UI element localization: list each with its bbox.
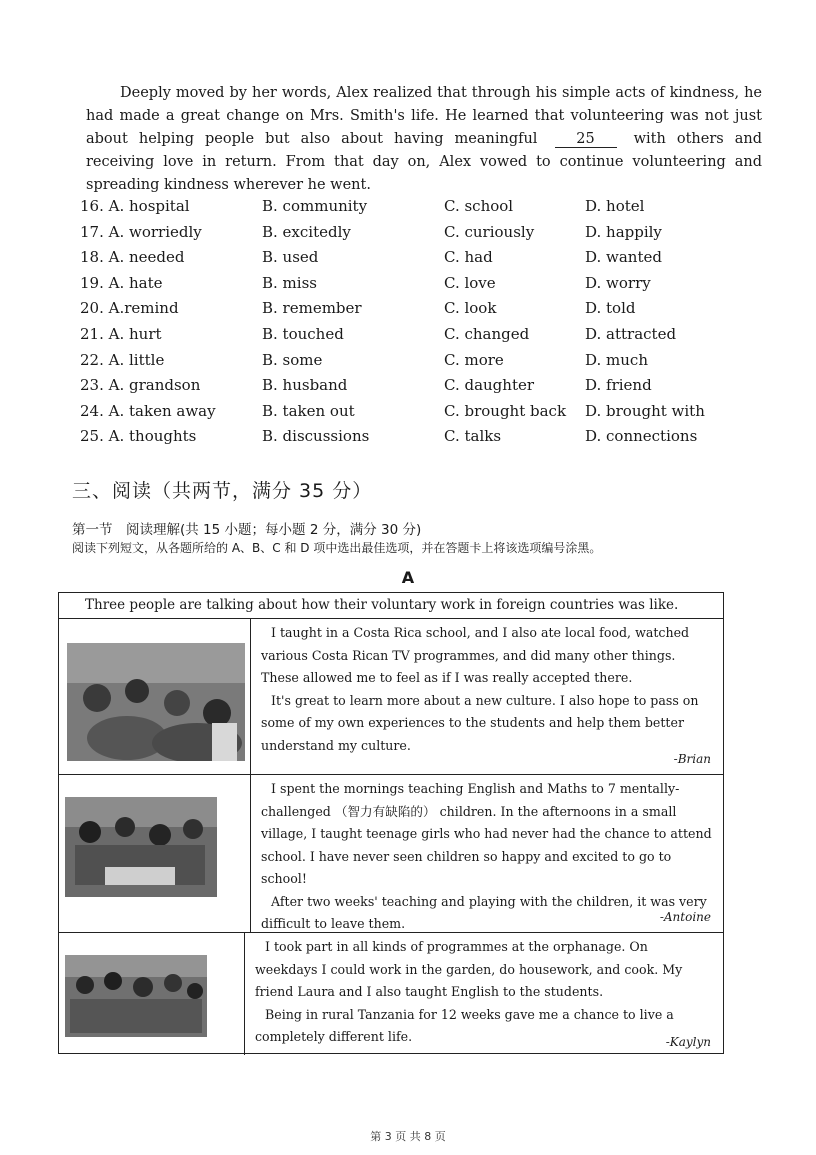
option-d: D. attracted [585,324,677,343]
option-b: B. husband [262,376,348,395]
option-row-23 [80,376,780,402]
photo-cell [59,619,251,774]
volunteer-photo-2 [65,797,217,897]
testimonial-paragraph-1: I took part in all kinds of programmes at the orphanage. On weekdays I could work in the garden, do housework, and cook. My friend Laura and I also taught English to the students. [255,939,683,999]
testimonial-paragraph-2: After two weeks' teaching and playing with the children, it was very difficult to leave them. [261,893,707,931]
option-c: C. more [444,350,504,369]
option-b: B. community [262,197,368,215]
option-b: B. touched [262,324,344,343]
option-a: 25. A. thoughts [80,427,197,446]
option-c: C. had [444,248,493,267]
option-row-16 [80,197,780,223]
option-c: C. curiously [444,222,535,241]
option-row-18 [80,248,780,274]
testimonial-text [251,619,713,774]
option-row-17 [80,223,780,249]
passage-letter: A [401,568,415,587]
option-b: B. used [262,248,319,267]
blank-25: 25 [555,131,617,148]
testimonial-text [245,933,713,1055]
option-c: C. love [444,273,496,292]
option-c: C. brought back [444,401,567,420]
volunteer-table [58,592,724,1054]
option-c: C. talks [444,427,502,446]
photo-cell [59,933,245,1055]
passage-text-before-blank: Deeply moved by her words, Alex realized that through his simple acts of kindness, he had made a great change on Mrs. Smith's life. He learned that volunteering was not just about helping people but also about having meaningful [86,85,762,147]
signature: -Kaylyn [665,1034,711,1049]
option-row-19 [80,274,780,300]
option-a: 24. A. taken away [80,401,216,420]
option-b: B. discussions [262,427,370,446]
signature: -Antoine [659,909,711,924]
table-header: Three people are talking about how their voluntary work in foreign countries was like. [59,593,723,619]
table-row-kaylyn [59,933,723,1055]
option-b: B. remember [262,299,362,318]
option-c: C. daughter [444,376,535,395]
option-a: 17. A. worriedly [80,222,202,241]
cloze-options [80,197,780,453]
photo-cell [59,775,251,932]
option-row-25 [80,427,780,453]
option-a: 21. A. hurt [80,324,162,343]
testimonial-paragraph-2: Being in rural Tanzania for 12 weeks gave me a chance to live a completely different life. [255,1006,674,1044]
option-b: B. miss [262,273,317,292]
option-a: 20. A.remind [80,299,179,318]
option-b: B. excitedly [262,222,351,241]
option-d: D. connections [585,427,698,446]
page-footer: 第 3 页 共 8 页 [370,1130,446,1143]
signature: -Brian [673,751,711,766]
testimonial-paragraph-1: I spent the mornings teaching English and Maths to 7 mentally-challenged （智力有缺陷的） children. In the afternoons in a small village, I taught teenage girls who had never had the chance to attend school. I have never seen children so happy and excited to go to school! [261,781,712,886]
section-title: 三、阅读（共两节，满分 35 分） [72,480,373,502]
option-a: 18. A. needed [80,248,185,267]
option-row-24 [80,402,780,428]
testimonial-paragraph-2: It's great to learn more about a new culture. I also hope to pass on some of my own experiences to the students and help them better understand my culture. [261,692,699,753]
testimonial-paragraph-1: I taught in a Costa Rica school, and I also ate local food, watched various Costa Rican TV programmes, and did many other things. These allowed me to feel as if I was really accepted there. [261,625,690,685]
option-row-21 [80,325,780,351]
option-row-22 [80,351,780,377]
passage-text-after-blank: with others and receiving love in return. From that day on, Alex vowed to continue volunteering and spreading kindness wherever he went. [86,131,763,193]
option-d: D. happily [585,222,662,241]
option-c: C. school [444,197,514,215]
option-d: D. told [585,299,636,318]
volunteer-photo-3 [65,955,207,1037]
option-b: B. taken out [262,401,355,420]
option-b: B. some [262,350,323,369]
option-d: D. hotel [585,197,645,215]
sub-section-title: 第一节 阅读理解(共 15 小题；每小题 2 分，满分 30 分) [72,522,422,538]
option-d: D. brought with [585,401,705,420]
option-c: C. changed [444,324,530,343]
option-c: C. look [444,299,497,318]
option-a: 19. A. hate [80,273,163,292]
testimonial-text [251,775,713,932]
option-a: 16. A. hospital [80,197,190,215]
option-row-20 [80,299,780,325]
option-a: 22. A. little [80,350,165,369]
cloze-passage-ending [86,82,762,197]
table-row-brian [59,619,723,775]
volunteer-photo-1 [67,643,245,761]
table-row-antoine [59,775,723,933]
option-d: D. friend [585,376,652,395]
option-d: D. worry [585,273,651,292]
option-d: D. wanted [585,248,662,267]
option-d: D. much [585,350,648,369]
option-a: 23. A. grandson [80,376,201,395]
instruction-text: 阅读下列短文，从各题所给的 A、B、C 和 D 项中选出最佳选项，并在答题卡上将该选项编号涂黑。 [72,541,602,555]
